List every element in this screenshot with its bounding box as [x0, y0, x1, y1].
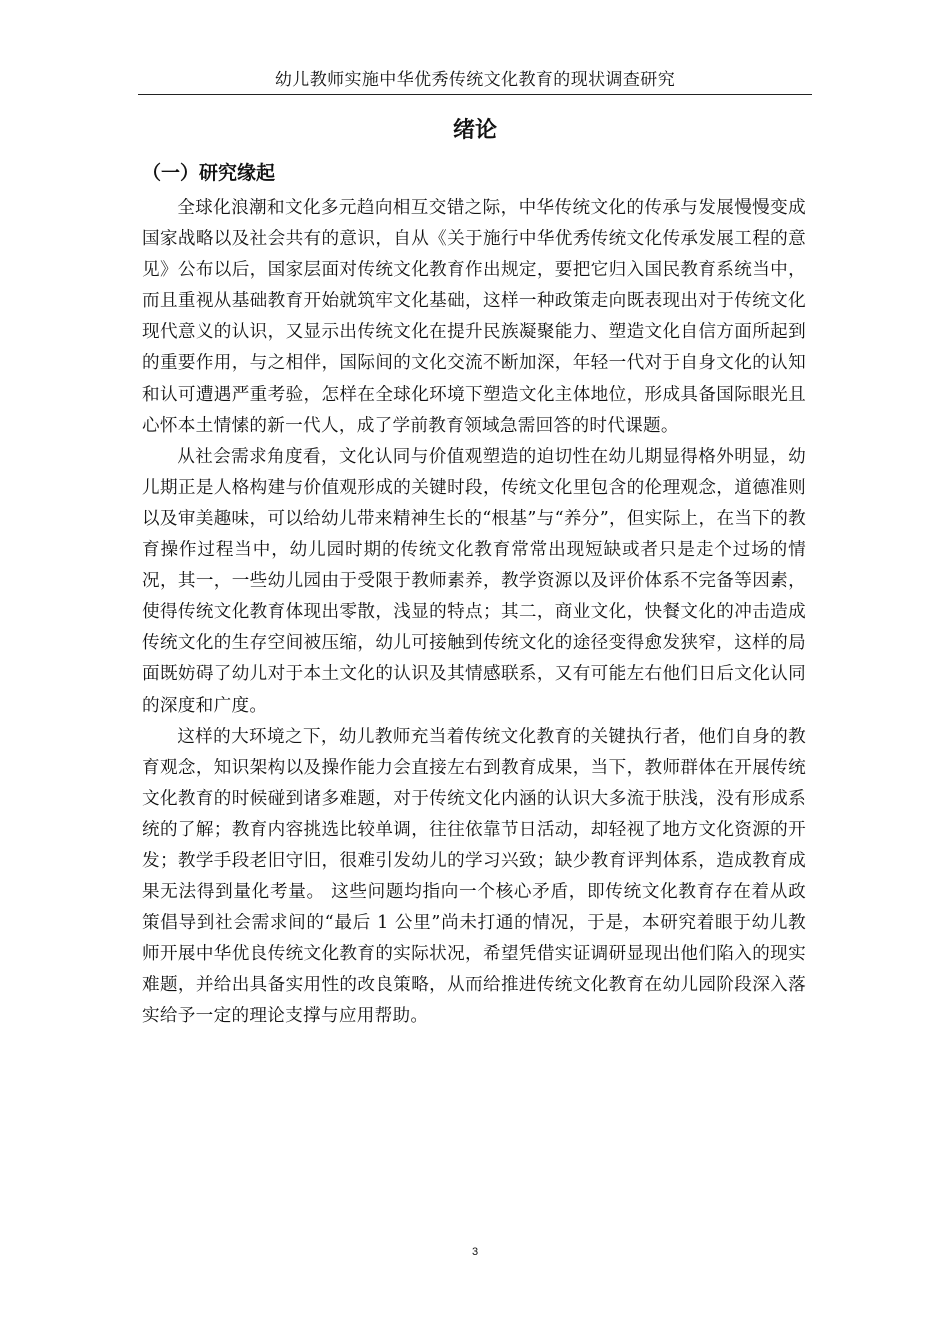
chapter-title: 绪论 — [452, 118, 497, 143]
running-header-title: 幼儿教师实施中华优秀传统文化教育的现状调查研究 — [274, 70, 676, 90]
page-number: 3 — [471, 1246, 479, 1258]
section-heading: （一）研究缘起 — [142, 162, 276, 184]
paragraph: 这样的大环境之下，幼儿教师充当着传统文化教育的关键执行者，他们自身的教育观念，知识架构以及操作能力会直接左右到教育成果，当下，教师群体在开展传统文化教育的时候碰到诸多难题，对于传统文化内涵的认识大多流于肤浅，没有形成系统的了解；教育内容挑选比较单调，往往依靠节日活动，却轻视了地方文化资源的开发；教学手段老旧守旧，很难引发幼儿的学习兴致；缺少教育评判体系，造成教育成果无法得到量化考量。 这些问题均指向一个核心矛盾，即传统文化教育存在着从政策倡导到社会需求间的“最后 1 公里”尚未打通的情况，于是，本研究着眼于幼儿教师开展中华优良传统文化教育的实际状况，希望凭借实证调研显现出他们陷入的现实难题，并给出具备实用性的改良策略，从而给推进传统文化教育在幼儿园阶段深入落实给予一定的理论支撑与应用帮助。 — [142, 726, 806, 1027]
header-divider — [138, 94, 812, 95]
body-text — [142, 193, 806, 1033]
paragraph: 全球化浪潮和文化多元趋向相互交错之际，中华传统文化的传承与发展慢慢变成国家战略以及社会共有的意识，自从《关于施行中华优秀传统文化传承发展工程的意见》公布以后，国家层面对传统文化教育作出规定，要把它归入国民教育系统当中，而且重视从基础教育开始就筑牢文化基础，这样一种政策走向既表现出对于传统文化现代意义的认识，又显示出传统文化在提升民族凝聚能力、塑造文化自信方面所起到的重要作用，与之相伴，国际间的文化交流不断加深，年轻一代对于自身文化的认知和认可遭遇严重考验，怎样在全球化环境下塑造文化主体地位，形成具备国际眼光且心怀本土情愫的新一代人，成了学前教育领域急需回答的时代课题。 — [142, 198, 806, 436]
paragraph: 从社会需求角度看，文化认同与价值观塑造的迫切性在幼儿期显得格外明显，幼儿期正是人格构建与价值观形成的关键时段，传统文化里包含的伦理观念，道德准则以及审美趣味，可以给幼儿带来精神生长的“根基”与“养分”，但实际上，在当下的教育操作过程当中，幼儿园时期的传统文化教育常常出现短缺或者只是走个过场的情况，其一，一些幼儿园由于受限于教师素养，教学资源以及评价体系不完备等因素，使得传统文化教育体现出零散，浅显的特点；其二，商业文化，快餐文化的冲击造成传统文化的生存空间被压缩，幼儿可接触到传统文化的途径变得愈发狭窄，这样的局面既妨碍了幼儿对于本土文化的认识及其情感联系，又有可能左右他们日后文化认同的深度和广度。 — [142, 446, 806, 716]
